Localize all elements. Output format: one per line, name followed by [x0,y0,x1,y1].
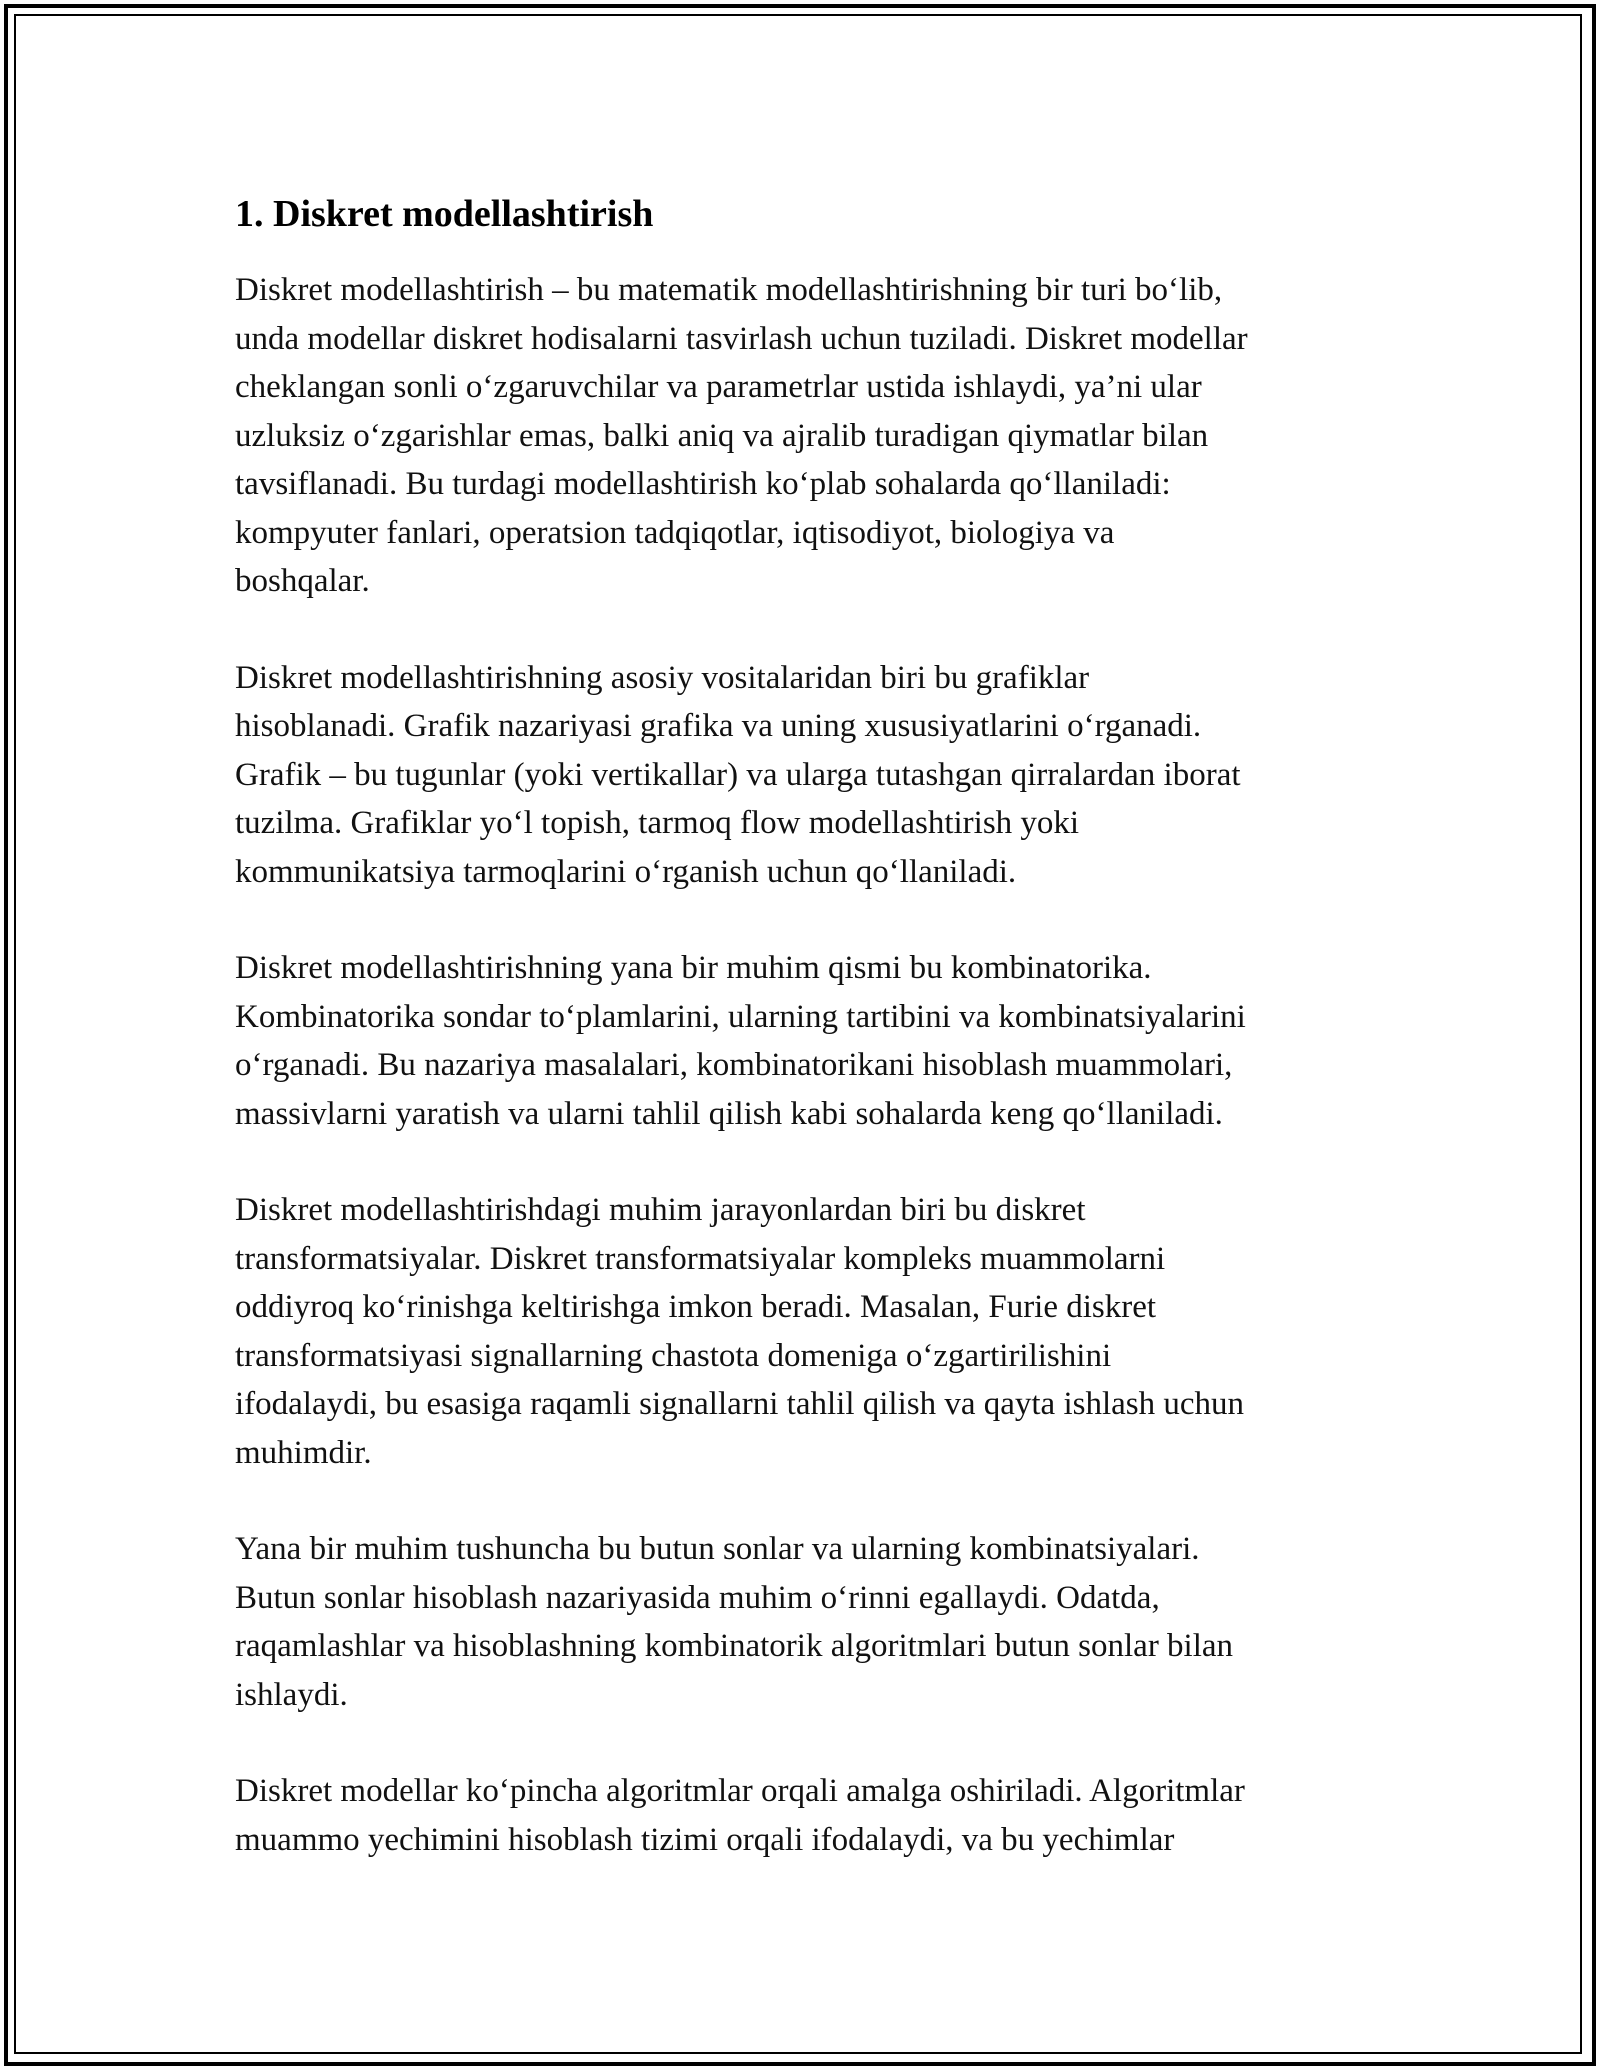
paragraph-1 [235,266,1375,606]
paragraph-2 [235,654,1375,897]
text-line: Diskret modellar ko‘pincha algoritmlar orqali amalga oshiriladi. Algoritmlar [235,1773,1245,1809]
paragraph-3 [235,944,1375,1138]
text-line: ishlaydi. [235,1676,348,1713]
text-line: Diskret modellashtirish – bu matematik modellashtirishning bir turi bo‘lib, [235,272,1223,308]
text-line: tuzilma. Grafiklar yo‘l topish, tarmoq flow modellashtirish yoki [235,805,1080,841]
text-line: unda modellar diskret hodisalarni tasvirlash uchun tuziladi. Diskret modellar [235,320,1248,357]
text-line: o‘rganadi. Bu nazariya masalalari, kombinatorikani hisoblash muammolari, [235,1047,1233,1083]
text-line: Diskret modellashtirishdagi muhim jarayonlardan biri bu diskret [235,1192,1086,1228]
paragraph-4 [235,1186,1375,1477]
section-heading: 1. Diskret modellashtirish [235,193,654,235]
text-line: raqamlashlar va hisoblashning kombinatorik algoritmlari butun sonlar bilan [235,1628,1234,1664]
text-line: transformatsiyalar. Diskret transformatsiyalar kompleks muammolarni [235,1240,1166,1277]
text-line: cheklangan sonli o‘zgaruvchilar va parametrlar ustida ishlaydi, ya’ni ular [235,369,1202,405]
paragraph-6 [235,1767,1375,1864]
text-line: tavsiflanadi. Bu turdagi modellashtirish ko‘plab sohalarda qo‘llaniladi: [235,466,1171,502]
text-line: Yana bir muhim tushuncha bu butun sonlar va ularning kombinatsiyalari. [235,1531,1200,1567]
text-line: transformatsiyasi signallarning chastota domeniga o‘zgartirilishini [235,1337,1112,1374]
text-line: kommunikatsiya tarmoqlarini o‘rganish uchun qo‘llaniladi. [235,853,1017,890]
text-line: boshqalar. [235,563,370,599]
text-line: oddiyroq ko‘rinishga keltirishga imkon beradi. Masalan, Furie diskret [235,1289,1157,1325]
text-line: hisoblanadi. Grafik nazariyasi grafika va uning xususiyatlarini o‘rganadi. [235,708,1202,744]
text-line: Kombinatorika sondar to‘plamlarini, ularning tartibini va kombinatsiyalarini [235,998,1246,1035]
text-line: Diskret modellashtirishning asosiy vositalaridan biri bu grafiklar [235,659,1090,696]
paragraph-5 [235,1525,1375,1719]
text-line: Butun sonlar hisoblash nazariyasida muhim o‘rinni egallaydi. Odatda, [235,1579,1160,1616]
text-line: massivlarni yaratish va ularni tahlil qilish kabi sohalarda keng qo‘llaniladi. [235,1095,1223,1132]
text-line: muammo yechimini hisoblash tizimi orqali ifodalaydi, va bu yechimlar [235,1821,1175,1858]
text-line: Grafik – bu tugunlar (yoki vertikallar) va ularga tutashgan qirralardan iborat [235,756,1241,793]
text-line: muhimdir. [235,1434,372,1471]
text-line: kompyuter fanlari, operatsion tadqiqotlar, iqtisodiyot, biologiya va [235,514,1115,551]
text-line: uzluksiz o‘zgarishlar emas, balki aniq va ajralib turadigan qiymatlar bilan [235,417,1209,454]
text-line: Diskret modellashtirishning yana bir muhim qismi bu kombinatorika. [235,950,1152,986]
text-line: ifodalaydi, bu esasiga raqamli signallarni tahlil qilish va qayta ishlash uchun [235,1386,1245,1422]
document-body [235,182,1375,1912]
